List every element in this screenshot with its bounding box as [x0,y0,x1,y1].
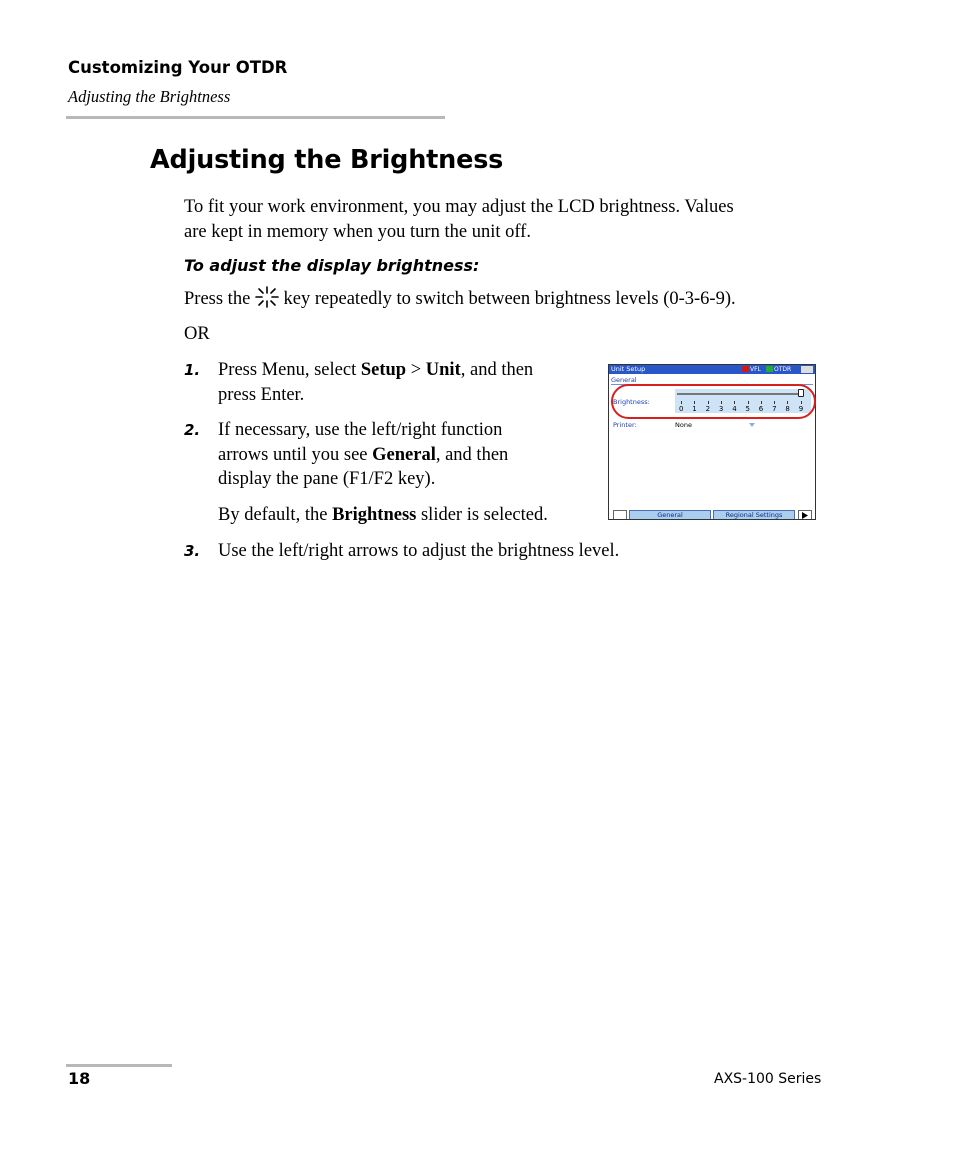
or-text: OR [184,324,210,344]
running-header-chapter: Customizing Your OTDR [68,58,288,77]
press-key-paragraph [184,286,736,312]
press-before: Press the [184,289,251,309]
battery-icon [801,366,813,373]
arrow-right-icon [802,512,808,519]
brightness-label: Brightness: [613,398,650,406]
page-number: 18 [68,1069,91,1088]
intro-line-1: To fit your work environment, you may adjust the LCD brightness. Values [184,197,734,217]
brightness-level-7: 7 [772,405,777,413]
step-1-text [218,358,533,407]
otdr-indicator-icon [766,366,773,372]
intro-line-2: are kept in memory when you turn the unit off. [184,221,531,242]
footer-divider [66,1064,172,1067]
screen-next-arrow-button[interactable] [798,510,812,520]
procedure-title: To adjust the display brightness: [184,256,480,275]
brightness-level-5: 5 [745,405,750,413]
brightness-level-6: 6 [758,405,764,413]
header-divider [66,116,445,119]
step-number-3: 3. [184,542,201,560]
printer-value[interactable]: None [675,421,692,429]
brightness-level-4: 4 [732,405,737,413]
step-2-text [218,418,508,492]
step-2-note: By default, the Brightness slider is selected. [218,505,548,525]
brightness-level-9: 9 [798,405,804,413]
tab-general[interactable]: General [629,510,711,520]
brightness-callout-ring [611,384,816,419]
brightness-key-icon [255,286,279,308]
screen-titlebar [609,365,815,374]
otdr-indicator-label: OTDR [774,366,792,373]
product-series: AXS-100 Series [714,1071,822,1087]
running-header-section: Adjusting the Brightness [68,87,231,106]
step-1-line-1: Press Menu, select Setup > Unit, and then [218,360,534,380]
press-after: key repeatedly to switch between brightness levels (0-3-6-9). [283,289,736,309]
tab-regional-settings[interactable]: Regional Settings [713,510,795,520]
step-1-line-2: press Enter. [218,384,305,405]
screen-title: Unit Setup [611,365,646,373]
vfl-indicator-icon [742,366,749,372]
printer-label: Printer: [613,421,637,429]
step-3-text: Use the left/right arrows to adjust the brightness level. [218,541,620,561]
step-2-line-2: arrows until you see General, and then [218,444,509,465]
step-2-line-1: If necessary, use the left/right function [218,420,503,440]
step-2-line-3: display the pane (F1/F2 key). [218,469,436,489]
step-number-2: 2. [184,421,201,439]
step-number-1: 1. [184,361,201,379]
brightness-level-8: 8 [785,405,790,413]
intro-paragraph [184,195,734,244]
printer-dropdown-icon[interactable] [749,423,755,427]
screen-section-title: General [611,376,637,384]
screen-softkey-blank [613,510,627,520]
brightness-level-0: 0 [679,405,684,413]
brightness-level-2: 2 [705,405,711,413]
page-title: Adjusting the Brightness [150,145,504,175]
brightness-level-1: 1 [692,405,697,413]
vfl-indicator-label: VFL [750,366,761,373]
brightness-level-3: 3 [718,405,724,413]
